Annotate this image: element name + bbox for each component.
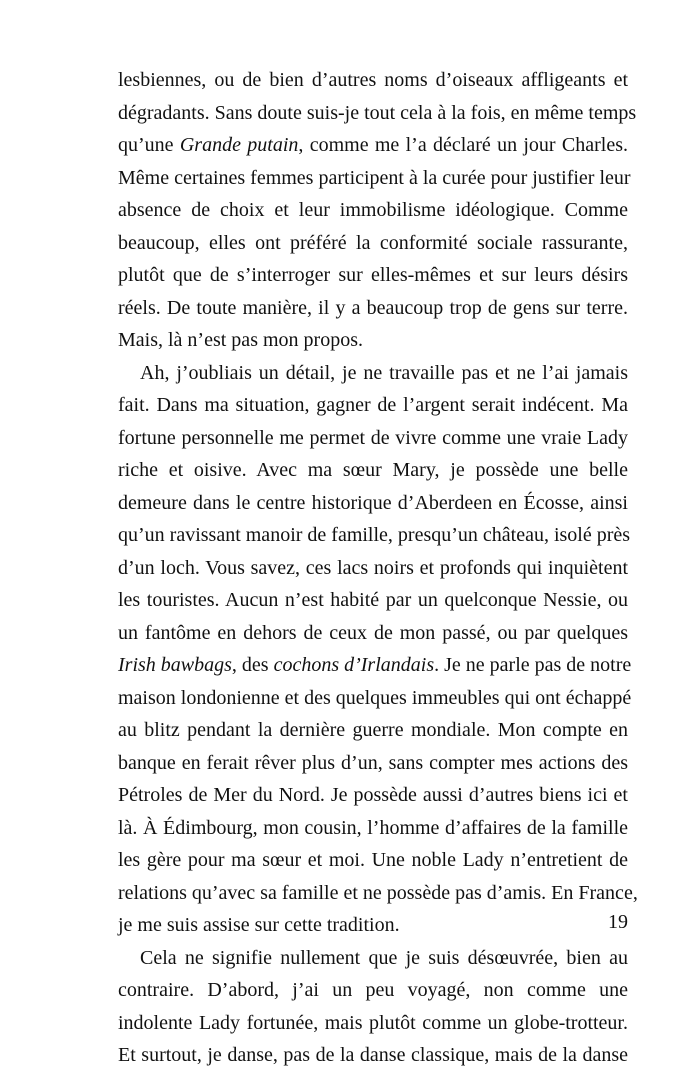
text-line bbox=[118, 97, 637, 130]
text-line bbox=[118, 747, 628, 780]
text-run: fait. Dans ma situation, gagner de l’argent serait indécent. Ma bbox=[118, 394, 628, 416]
text-run: maison londonienne et des quelques immeubles qui ont échappé bbox=[118, 686, 632, 709]
text-line bbox=[118, 487, 628, 520]
text-run: fortune personnelle me permet de vivre comme une vraie Lady bbox=[118, 426, 628, 449]
text-run: Et surtout, je danse, pas de la danse classique, mais de la danse bbox=[118, 1044, 628, 1066]
text-run: . Je ne parle pas de notre bbox=[434, 654, 632, 676]
text-line bbox=[118, 194, 628, 227]
text-line bbox=[118, 974, 628, 1007]
text-run: Cela ne signifie nullement que je suis désœuvrée, bien au bbox=[140, 946, 628, 969]
text-line bbox=[118, 714, 628, 747]
italic-run: cochons d’Irlandais bbox=[273, 654, 435, 676]
text-run: banque en ferait rêver plus d’un, sans compter mes actions des bbox=[118, 751, 628, 774]
text-line bbox=[118, 844, 628, 877]
paragraph bbox=[118, 357, 638, 942]
text-line bbox=[118, 909, 628, 942]
text-line bbox=[118, 877, 638, 910]
text-run: , des bbox=[231, 654, 274, 676]
text-run: beaucoup, elles ont préféré la conformité sociale rassurante, bbox=[118, 231, 628, 254]
text-line bbox=[118, 519, 631, 552]
text-line bbox=[118, 1007, 628, 1040]
text-run: au blitz pendant la dernière guerre mondiale. Mon compte en bbox=[118, 719, 628, 741]
text-run: lesbiennes, ou de bien d’autres noms d’oiseaux affligeants et bbox=[118, 69, 628, 91]
text-line bbox=[118, 129, 628, 162]
text-line bbox=[118, 389, 628, 422]
text-line bbox=[118, 682, 632, 715]
text-run: Pétroles de Mer du Nord. Je possède aussi d’autres biens ici et bbox=[118, 784, 628, 806]
text-line bbox=[118, 64, 628, 97]
text-run: contraire. D’abord, j’ai un peu voyagé, non comme une bbox=[118, 979, 628, 1001]
text-run: réels. De toute manière, il y a beaucoup trop de gens sur terre. bbox=[118, 296, 628, 319]
text-line bbox=[118, 259, 628, 292]
paragraph bbox=[118, 64, 637, 357]
text-run: demeure dans le centre historique d’Aberdeen en Écosse, ainsi bbox=[118, 491, 628, 514]
text-run: indolente Lady fortunée, mais plutôt comme un globe-trotteur. bbox=[118, 1011, 628, 1034]
text-line bbox=[118, 584, 628, 617]
text-line bbox=[118, 357, 628, 390]
text-run: dégradants. Sans doute suis-je tout cela à la fois, en même temps bbox=[118, 101, 637, 124]
text-line bbox=[118, 162, 631, 195]
text-run: relations qu’avec sa famille et ne possède pas d’amis. En France, bbox=[118, 881, 638, 904]
italic-run: Grande putain bbox=[179, 134, 299, 156]
body-text bbox=[118, 64, 638, 1072]
paragraph bbox=[118, 942, 628, 1072]
text-run: plutôt que de s’interroger sur elles-mêmes et sur leurs désirs bbox=[118, 264, 628, 286]
text-run: qu’une bbox=[118, 134, 180, 156]
text-run: un fantôme en dehors de ceux de mon passé, ou par quelques bbox=[118, 621, 628, 644]
text-line bbox=[118, 812, 628, 845]
text-line bbox=[118, 422, 628, 455]
text-line bbox=[118, 292, 628, 325]
text-run: je me suis assise sur cette tradition. bbox=[118, 914, 400, 936]
text-run: , comme me l’a déclaré un jour Charles. bbox=[298, 134, 628, 156]
text-run: là. À Édimbourg, mon cousin, l’homme d’affaires de la famille bbox=[118, 816, 628, 839]
text-line bbox=[118, 649, 632, 682]
text-line bbox=[118, 1039, 628, 1072]
page-number: 19 bbox=[608, 911, 628, 933]
text-line bbox=[118, 227, 628, 260]
text-run: les gère pour ma sœur et moi. Une noble Lady n’entretient de bbox=[118, 849, 628, 871]
italic-run: Irish bawbags bbox=[118, 654, 232, 676]
text-line bbox=[118, 454, 628, 487]
text-run: d’un loch. Vous savez, ces lacs noirs et profonds qui inquiètent bbox=[118, 556, 628, 579]
text-line bbox=[118, 779, 628, 812]
text-line bbox=[118, 324, 628, 357]
text-line bbox=[118, 617, 628, 650]
text-run: qu’un ravissant manoir de famille, presqu’un château, isolé près bbox=[118, 524, 631, 546]
text-run: Mais, là n’est pas mon propos. bbox=[118, 329, 363, 351]
text-line bbox=[118, 552, 628, 585]
text-run: Ah, j’oubliais un détail, je ne travaille pas et ne l’ai jamais bbox=[140, 361, 628, 384]
text-run: les touristes. Aucun n’est habité par un quelconque Nessie, ou bbox=[118, 589, 628, 611]
text-run: riche et oisive. Avec ma sœur Mary, je possède une belle bbox=[118, 459, 628, 481]
text-run: absence de choix et leur immobilisme idéologique. Comme bbox=[118, 199, 628, 221]
text-line bbox=[118, 942, 628, 975]
text-run: Même certaines femmes participent à la curée pour justifier leur bbox=[118, 166, 631, 189]
